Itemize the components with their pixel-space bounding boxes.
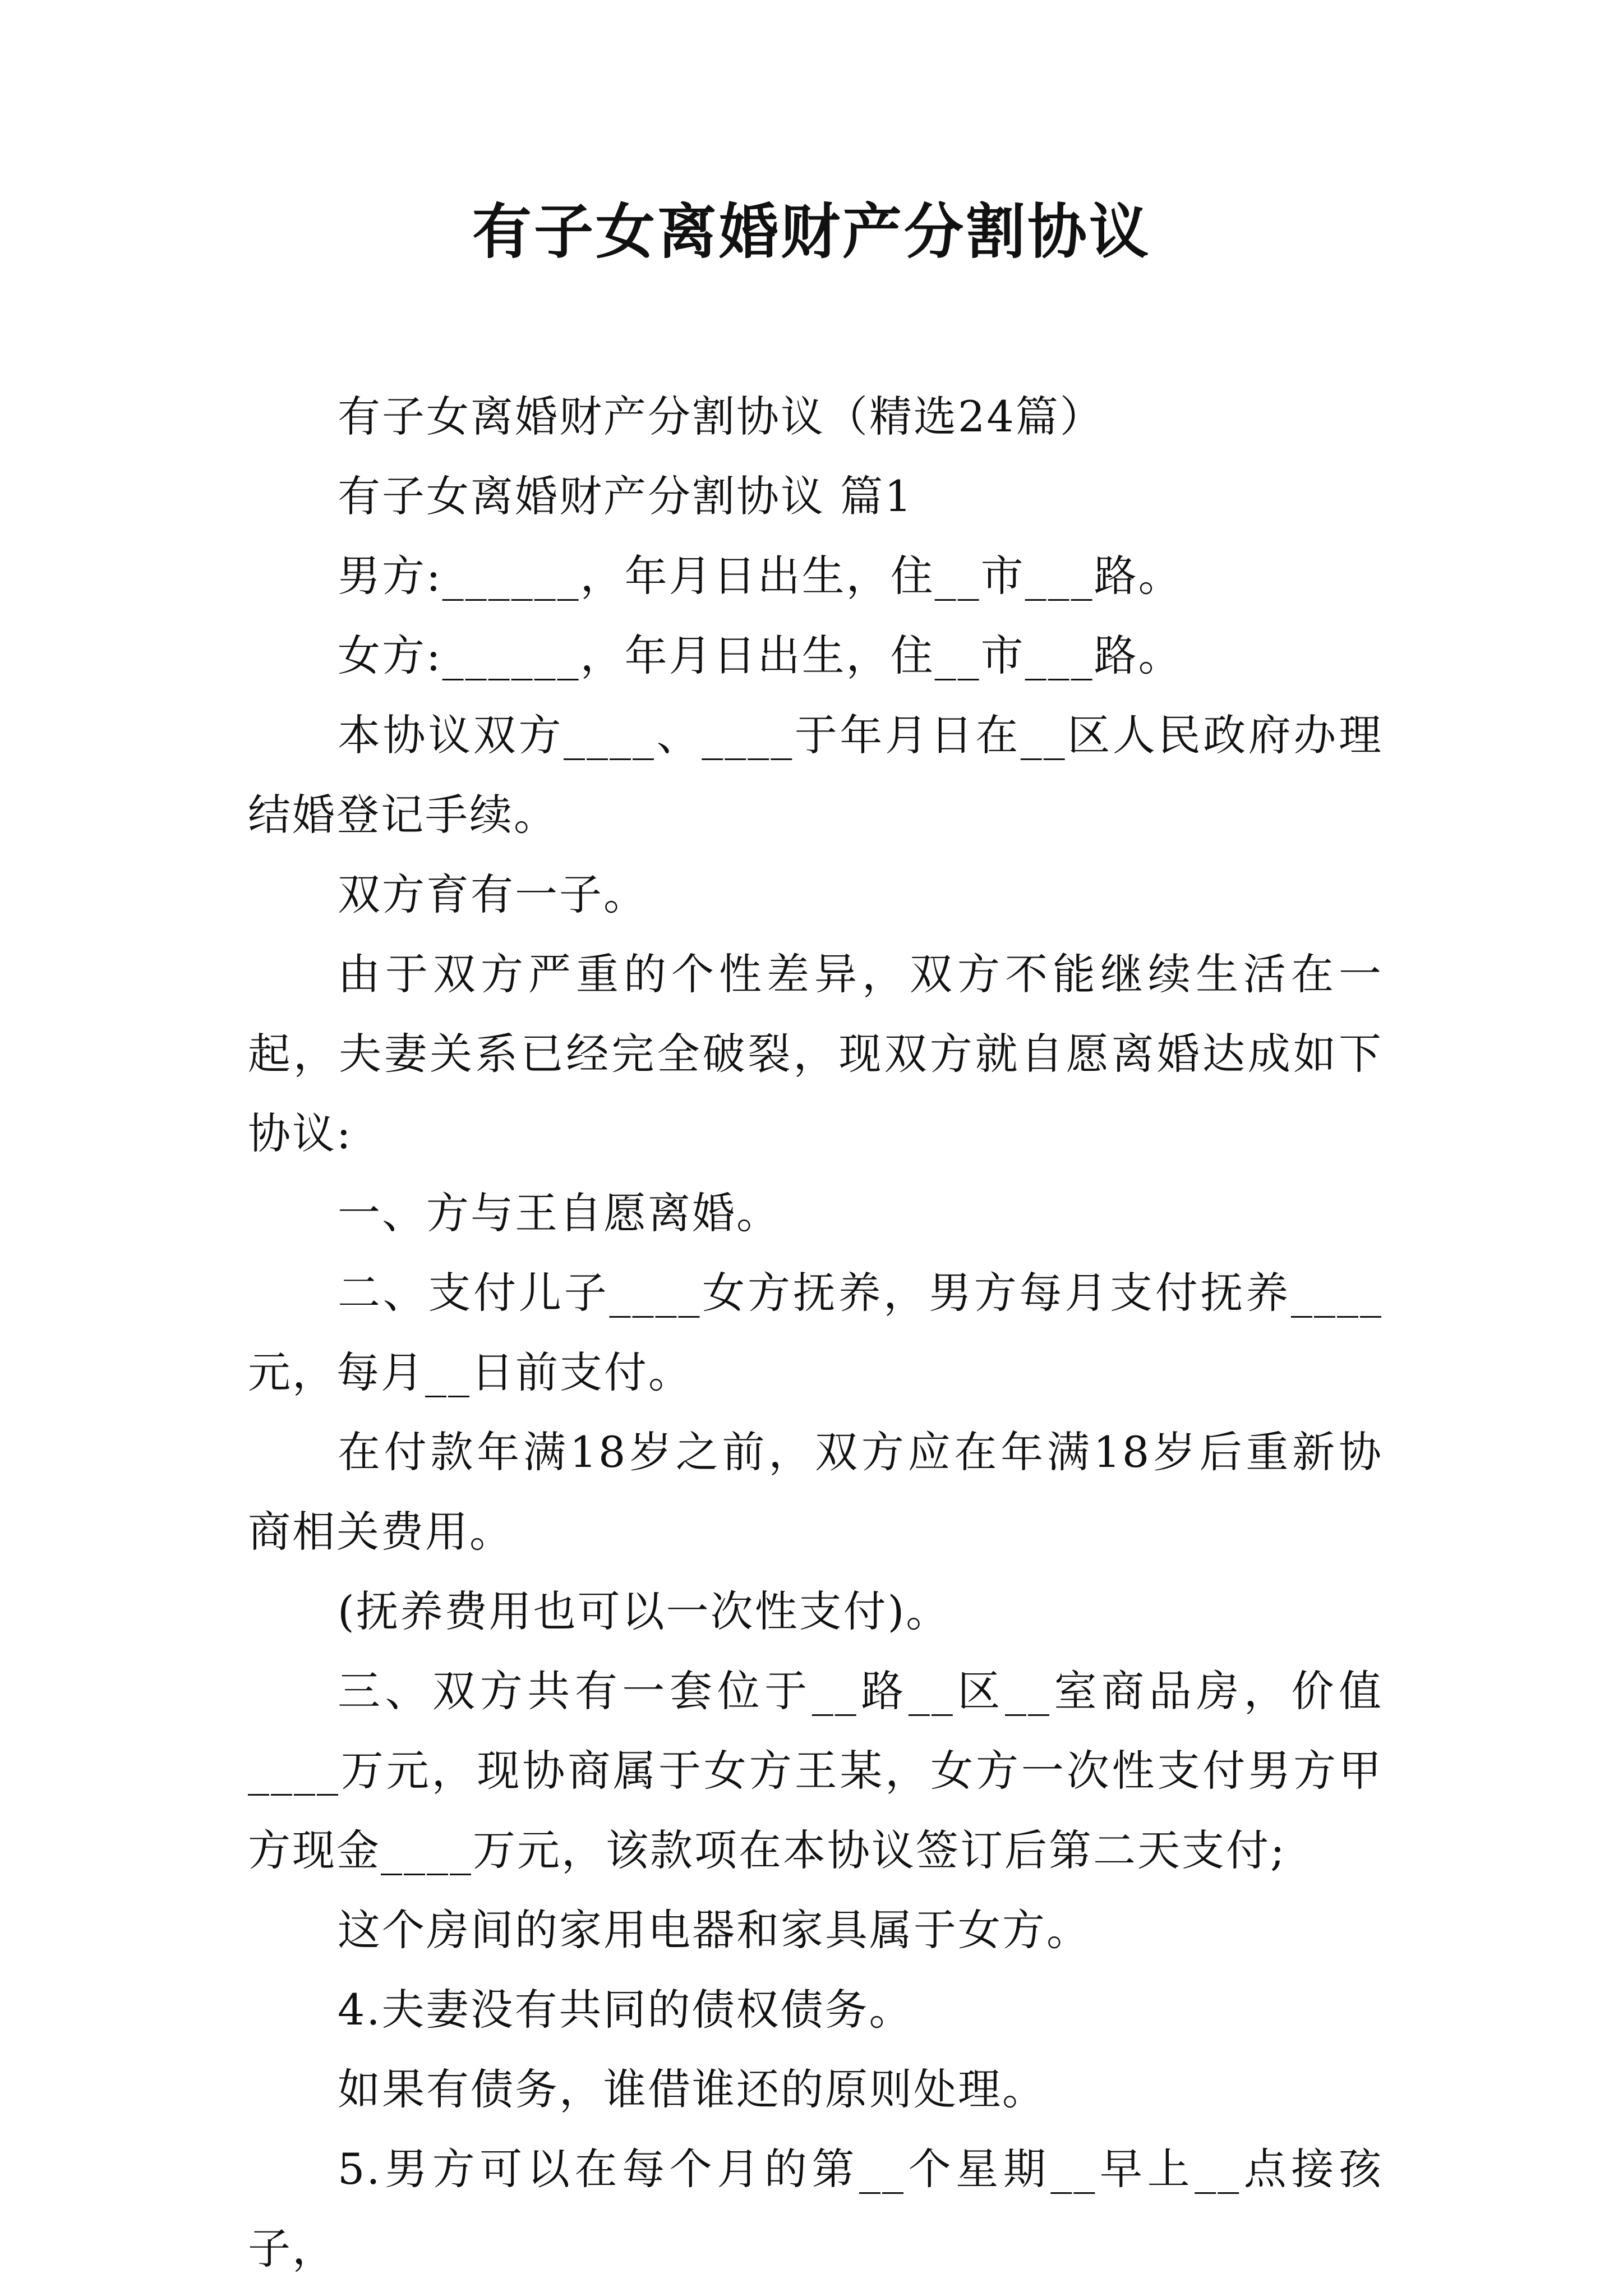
paragraph-lump-sum-note: (抚养费用也可以一次性支付)。 [338, 1586, 951, 1636]
paragraph-clause-2: 二、支付儿子____女方抚养，男方每月支付抚养____元，每月__日前支付。 [248, 1268, 1383, 1397]
paragraph-male-party: 男方:______，年月日出生，住__市___路。 [338, 551, 1183, 601]
paragraph-reason: 由于双方严重的个性差异，双方不能继续生活在一起，夫妻关系已经完全破裂，现双方就自愿离婚达成如下协议: [248, 949, 1383, 1158]
paragraph-debt-principle: 如果有债务，谁借谁还的原则处理。 [338, 2064, 1046, 2114]
paragraph-clause-5: 5.男方可以在每个月的第__个星期__早上__点接孩子， [248, 2144, 1383, 2274]
paragraph-clause-3: 三、双方共有一套位于__路__区__室商品房，价值____万元，现协商属于女方王某，女方一次性支付男方甲方现金____万元，该款项在本协议签订后第二天支付; [248, 1666, 1383, 1875]
paragraph-marriage-registration: 本协议双方____、____于年月日在__区人民政府办理结婚登记手续。 [248, 710, 1383, 840]
paragraph-appliances: 这个房间的家用电器和家具属于女方。 [338, 1905, 1091, 1955]
paragraph-age-limit: 在付款年满18岁之前，双方应在年满18岁后重新协商相关费用。 [248, 1427, 1383, 1557]
paragraph-clause-4: 4.夫妻没有共同的债权债务。 [338, 1985, 914, 2035]
document-title: 有子女离婚财产分割协议 [472, 196, 1151, 266]
paragraph-child: 双方育有一子。 [338, 869, 648, 919]
document-body [248, 377, 1383, 2289]
paragraph-clause-1: 一、方与王自愿离婚。 [338, 1188, 781, 1238]
paragraph-section-heading: 有子女离婚财产分割协议 篇1 [338, 471, 914, 521]
paragraph-female-party: 女方:______，年月日出生，住__市___路。 [338, 631, 1183, 680]
paragraph-subtitle: 有子女离婚财产分割协议（精选24篇） [338, 392, 1104, 441]
